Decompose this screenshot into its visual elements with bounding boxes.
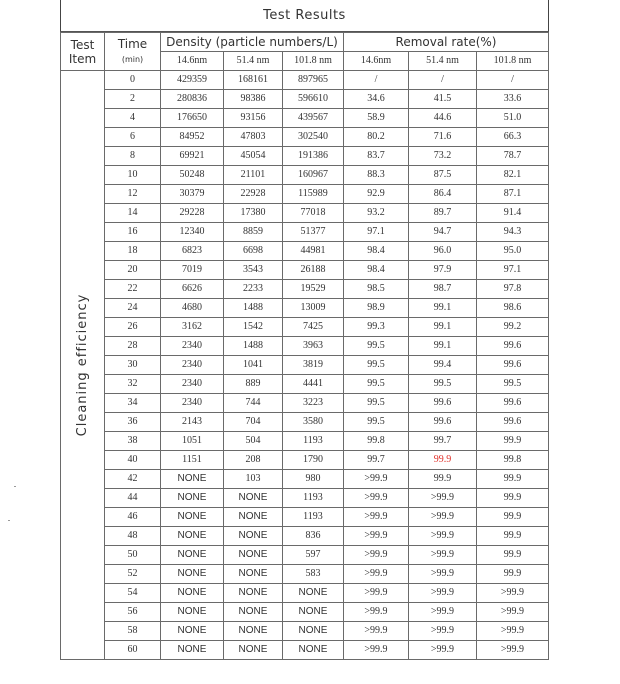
density-14-6-cell: 6626 <box>161 280 224 299</box>
time-cell: 56 <box>105 603 161 622</box>
removal-size-header: 14.6nm <box>344 52 409 71</box>
time-cell: 10 <box>105 166 161 185</box>
table-row <box>61 166 549 185</box>
table-row <box>61 394 549 413</box>
density-14-6-cell: 12340 <box>161 223 224 242</box>
removal-51-4-cell: >99.9 <box>409 622 477 641</box>
time-cell: 28 <box>105 337 161 356</box>
table-row <box>61 147 549 166</box>
density-101-8-cell: 3963 <box>283 337 344 356</box>
density-14-6-cell: NONE <box>161 584 224 603</box>
density-101-8-cell: NONE <box>283 603 344 622</box>
density-51-4-cell: NONE <box>224 584 283 603</box>
removal-101-8-cell: 33.6 <box>477 90 549 109</box>
table-title: Test Results <box>60 0 549 32</box>
removal-14-6-cell: 83.7 <box>344 147 409 166</box>
removal-14-6-cell: >99.9 <box>344 641 409 660</box>
removal-101-8-cell: 82.1 <box>477 166 549 185</box>
density-51-4-cell: 1041 <box>224 356 283 375</box>
time-cell: 24 <box>105 299 161 318</box>
scan-speck <box>14 486 16 487</box>
removal-51-4-cell: >99.9 <box>409 603 477 622</box>
removal-101-8-cell: / <box>477 71 549 90</box>
time-cell: 8 <box>105 147 161 166</box>
table-row <box>61 489 549 508</box>
density-51-4-cell: 2233 <box>224 280 283 299</box>
density-51-4-cell: 8859 <box>224 223 283 242</box>
removal-101-8-cell: 97.8 <box>477 280 549 299</box>
table-row <box>61 584 549 603</box>
time-cell: 2 <box>105 90 161 109</box>
removal-14-6-cell: 88.3 <box>344 166 409 185</box>
density-101-8-cell: 1193 <box>283 489 344 508</box>
time-cell: 34 <box>105 394 161 413</box>
density-51-4-cell: 744 <box>224 394 283 413</box>
removal-51-4-cell: 99.5 <box>409 375 477 394</box>
density-14-6-cell: NONE <box>161 622 224 641</box>
table-row <box>61 90 549 109</box>
removal-51-4-cell: 99.1 <box>409 318 477 337</box>
table-row <box>61 565 549 584</box>
removal-14-6-cell: 99.5 <box>344 356 409 375</box>
removal-51-4-cell: 99.1 <box>409 337 477 356</box>
removal-101-8-cell: 99.6 <box>477 356 549 375</box>
removal-14-6-cell: 93.2 <box>344 204 409 223</box>
removal-14-6-cell: 99.5 <box>344 394 409 413</box>
removal-14-6-cell: >99.9 <box>344 470 409 489</box>
removal-14-6-cell: >99.9 <box>344 603 409 622</box>
table-row <box>61 280 549 299</box>
density-101-8-cell: 115989 <box>283 185 344 204</box>
removal-51-4-cell: 99.1 <box>409 299 477 318</box>
density-101-8-cell: 44981 <box>283 242 344 261</box>
density-51-4-cell: 168161 <box>224 71 283 90</box>
density-101-8-cell: 836 <box>283 527 344 546</box>
table-row <box>61 546 549 565</box>
density-51-4-cell: 1542 <box>224 318 283 337</box>
removal-101-8-cell: 94.3 <box>477 223 549 242</box>
removal-51-4-cell: >99.9 <box>409 641 477 660</box>
removal-51-4-cell: 87.5 <box>409 166 477 185</box>
results-table <box>60 32 549 660</box>
time-cell: 16 <box>105 223 161 242</box>
density-101-8-cell: 439567 <box>283 109 344 128</box>
density-14-6-cell: 4680 <box>161 299 224 318</box>
density-14-6-cell: NONE <box>161 565 224 584</box>
table-row <box>61 432 549 451</box>
density-101-8-cell: NONE <box>283 641 344 660</box>
time-cell: 50 <box>105 546 161 565</box>
density-51-4-cell: 704 <box>224 413 283 432</box>
removal-51-4-cell: 99.6 <box>409 394 477 413</box>
time-cell: 42 <box>105 470 161 489</box>
removal-101-8-cell: >99.9 <box>477 641 549 660</box>
density-101-8-cell: 7425 <box>283 318 344 337</box>
removal-14-6-cell: 97.1 <box>344 223 409 242</box>
density-51-4-cell: NONE <box>224 508 283 527</box>
results-body <box>61 33 549 660</box>
table-row <box>61 603 549 622</box>
removal-51-4-cell: >99.9 <box>409 489 477 508</box>
side-label: Cleaning efficiency <box>74 293 90 437</box>
time-cell: 46 <box>105 508 161 527</box>
side-label-cell <box>61 71 105 660</box>
removal-14-6-cell: 98.4 <box>344 242 409 261</box>
density-14-6-cell: 2340 <box>161 394 224 413</box>
removal-101-8-cell: 98.6 <box>477 299 549 318</box>
time-cell: 4 <box>105 109 161 128</box>
density-101-8-cell: 13009 <box>283 299 344 318</box>
time-cell: 32 <box>105 375 161 394</box>
density-51-4-cell: NONE <box>224 603 283 622</box>
density-14-6-cell: 30379 <box>161 185 224 204</box>
removal-101-8-cell: >99.9 <box>477 622 549 641</box>
time-cell: 18 <box>105 242 161 261</box>
density-14-6-cell: NONE <box>161 508 224 527</box>
test-item-header <box>61 33 105 71</box>
removal-group-header: Removal rate(%) <box>344 33 549 52</box>
density-14-6-cell: 280836 <box>161 90 224 109</box>
density-101-8-cell: 77018 <box>283 204 344 223</box>
table-row <box>61 318 549 337</box>
removal-14-6-cell: 99.5 <box>344 337 409 356</box>
time-cell: 22 <box>105 280 161 299</box>
removal-51-4-cell: 41.5 <box>409 90 477 109</box>
removal-14-6-cell: 92.9 <box>344 185 409 204</box>
removal-14-6-cell: >99.9 <box>344 584 409 603</box>
table-row <box>61 223 549 242</box>
table-row <box>61 109 549 128</box>
removal-14-6-cell: >99.9 <box>344 508 409 527</box>
density-14-6-cell: NONE <box>161 603 224 622</box>
density-51-4-cell: 47803 <box>224 128 283 147</box>
removal-14-6-cell: >99.9 <box>344 565 409 584</box>
table-row <box>61 375 549 394</box>
removal-101-8-cell: 99.5 <box>477 375 549 394</box>
density-14-6-cell: NONE <box>161 546 224 565</box>
removal-101-8-cell: 99.9 <box>477 565 549 584</box>
removal-101-8-cell: 66.3 <box>477 128 549 147</box>
density-51-4-cell: NONE <box>224 527 283 546</box>
density-51-4-cell: 17380 <box>224 204 283 223</box>
time-label: Time <box>117 36 148 51</box>
density-14-6-cell: 69921 <box>161 147 224 166</box>
density-size-header: 101.8 nm <box>283 52 344 71</box>
density-101-8-cell: 19529 <box>283 280 344 299</box>
test-item-line-1: Test <box>70 37 95 52</box>
results-sheet <box>60 0 549 676</box>
density-101-8-cell: 26188 <box>283 261 344 280</box>
removal-101-8-cell: >99.9 <box>477 584 549 603</box>
removal-14-6-cell: >99.9 <box>344 527 409 546</box>
density-14-6-cell: 176650 <box>161 109 224 128</box>
density-51-4-cell: 98386 <box>224 90 283 109</box>
table-row <box>61 185 549 204</box>
removal-101-8-cell: >99.9 <box>477 603 549 622</box>
density-101-8-cell: 160967 <box>283 166 344 185</box>
density-14-6-cell: NONE <box>161 527 224 546</box>
density-group-header: Density (particle numbers/L) <box>161 33 344 52</box>
density-14-6-cell: 7019 <box>161 261 224 280</box>
table-row <box>61 641 549 660</box>
removal-101-8-cell: 78.7 <box>477 147 549 166</box>
density-101-8-cell: 1193 <box>283 432 344 451</box>
time-cell: 26 <box>105 318 161 337</box>
removal-101-8-cell: 99.6 <box>477 394 549 413</box>
density-51-4-cell: 93156 <box>224 109 283 128</box>
table-row <box>61 261 549 280</box>
density-51-4-cell: NONE <box>224 489 283 508</box>
table-row <box>61 470 549 489</box>
removal-14-6-cell: 34.6 <box>344 90 409 109</box>
removal-14-6-cell: 98.9 <box>344 299 409 318</box>
density-14-6-cell: 6823 <box>161 242 224 261</box>
table-row <box>61 413 549 432</box>
density-51-4-cell: 22928 <box>224 185 283 204</box>
density-51-4-cell: 6698 <box>224 242 283 261</box>
removal-51-4-cell: 99.4 <box>409 356 477 375</box>
removal-14-6-cell: >99.9 <box>344 622 409 641</box>
density-101-8-cell: 191386 <box>283 147 344 166</box>
density-101-8-cell: 51377 <box>283 223 344 242</box>
density-14-6-cell: 50248 <box>161 166 224 185</box>
removal-51-4-cell: 97.9 <box>409 261 477 280</box>
density-14-6-cell: 3162 <box>161 318 224 337</box>
density-51-4-cell: NONE <box>224 622 283 641</box>
time-cell: 14 <box>105 204 161 223</box>
density-14-6-cell: 2340 <box>161 375 224 394</box>
density-101-8-cell: 596610 <box>283 90 344 109</box>
density-51-4-cell: 1488 <box>224 337 283 356</box>
test-item-line-2: Item <box>68 51 97 66</box>
removal-101-8-cell: 99.9 <box>477 527 549 546</box>
time-cell: 0 <box>105 71 161 90</box>
removal-101-8-cell: 99.6 <box>477 337 549 356</box>
table-row <box>61 242 549 261</box>
density-101-8-cell: 583 <box>283 565 344 584</box>
removal-51-4-cell: 99.7 <box>409 432 477 451</box>
time-cell: 12 <box>105 185 161 204</box>
removal-101-8-cell: 99.9 <box>477 508 549 527</box>
table-row <box>61 71 549 90</box>
removal-51-4-cell: >99.9 <box>409 584 477 603</box>
density-101-8-cell: 597 <box>283 546 344 565</box>
time-cell: 40 <box>105 451 161 470</box>
density-14-6-cell: NONE <box>161 470 224 489</box>
removal-51-4-cell: >99.9 <box>409 546 477 565</box>
density-101-8-cell: 3223 <box>283 394 344 413</box>
density-101-8-cell: 302540 <box>283 128 344 147</box>
density-14-6-cell: 84952 <box>161 128 224 147</box>
density-101-8-cell: 3819 <box>283 356 344 375</box>
removal-14-6-cell: >99.9 <box>344 489 409 508</box>
density-51-4-cell: 21101 <box>224 166 283 185</box>
removal-14-6-cell: 80.2 <box>344 128 409 147</box>
table-row <box>61 337 549 356</box>
removal-14-6-cell: / <box>344 71 409 90</box>
removal-51-4-cell: 96.0 <box>409 242 477 261</box>
removal-101-8-cell: 99.9 <box>477 489 549 508</box>
table-row <box>61 128 549 147</box>
time-cell: 38 <box>105 432 161 451</box>
removal-size-header: 101.8 nm <box>477 52 549 71</box>
removal-14-6-cell: >99.9 <box>344 546 409 565</box>
removal-101-8-cell: 97.1 <box>477 261 549 280</box>
removal-51-4-cell: 99.6 <box>409 413 477 432</box>
removal-51-4-cell: 99.9 <box>409 470 477 489</box>
removal-51-4-cell: >99.9 <box>409 508 477 527</box>
time-cell: 6 <box>105 128 161 147</box>
density-101-8-cell: 1790 <box>283 451 344 470</box>
removal-101-8-cell: 51.0 <box>477 109 549 128</box>
density-101-8-cell: NONE <box>283 622 344 641</box>
density-51-4-cell: 889 <box>224 375 283 394</box>
time-cell: 20 <box>105 261 161 280</box>
removal-101-8-cell: 95.0 <box>477 242 549 261</box>
removal-14-6-cell: 99.5 <box>344 375 409 394</box>
density-51-4-cell: 1488 <box>224 299 283 318</box>
removal-14-6-cell: 58.9 <box>344 109 409 128</box>
table-row <box>61 356 549 375</box>
density-51-4-cell: 208 <box>224 451 283 470</box>
density-14-6-cell: NONE <box>161 489 224 508</box>
removal-size-header: 51.4 nm <box>409 52 477 71</box>
removal-14-6-cell: 98.5 <box>344 280 409 299</box>
density-size-header: 14.6nm <box>161 52 224 71</box>
table-row <box>61 508 549 527</box>
density-51-4-cell: 504 <box>224 432 283 451</box>
time-cell: 44 <box>105 489 161 508</box>
density-101-8-cell: 4441 <box>283 375 344 394</box>
removal-101-8-cell: 99.9 <box>477 546 549 565</box>
removal-51-4-cell: 89.7 <box>409 204 477 223</box>
time-cell: 48 <box>105 527 161 546</box>
density-51-4-cell: NONE <box>224 641 283 660</box>
density-14-6-cell: 2143 <box>161 413 224 432</box>
density-14-6-cell: 1151 <box>161 451 224 470</box>
density-size-header: 51.4 nm <box>224 52 283 71</box>
removal-14-6-cell: 99.7 <box>344 451 409 470</box>
time-unit: (min) <box>121 54 144 64</box>
density-14-6-cell: 29228 <box>161 204 224 223</box>
removal-51-4-cell: 86.4 <box>409 185 477 204</box>
density-101-8-cell: NONE <box>283 584 344 603</box>
removal-14-6-cell: 99.3 <box>344 318 409 337</box>
removal-101-8-cell: 99.9 <box>477 470 549 489</box>
removal-51-4-cell: / <box>409 71 477 90</box>
removal-101-8-cell: 87.1 <box>477 185 549 204</box>
removal-101-8-cell: 99.8 <box>477 451 549 470</box>
density-14-6-cell: 429359 <box>161 71 224 90</box>
density-101-8-cell: 897965 <box>283 71 344 90</box>
time-header <box>105 33 161 71</box>
density-51-4-cell: NONE <box>224 565 283 584</box>
removal-51-4-cell: 98.7 <box>409 280 477 299</box>
table-row <box>61 622 549 641</box>
removal-51-4-cell: 94.7 <box>409 223 477 242</box>
time-cell: 58 <box>105 622 161 641</box>
density-101-8-cell: 980 <box>283 470 344 489</box>
removal-101-8-cell: 99.6 <box>477 413 549 432</box>
removal-51-4-cell: 73.2 <box>409 147 477 166</box>
table-row <box>61 299 549 318</box>
removal-14-6-cell: 99.8 <box>344 432 409 451</box>
table-row <box>61 451 549 470</box>
density-14-6-cell: 2340 <box>161 356 224 375</box>
removal-51-4-cell: >99.9 <box>409 527 477 546</box>
scan-speck <box>8 520 10 521</box>
removal-101-8-cell: 99.2 <box>477 318 549 337</box>
time-cell: 36 <box>105 413 161 432</box>
removal-51-4-cell: 99.9 <box>409 451 477 470</box>
header-row-groups <box>61 33 549 52</box>
removal-51-4-cell: >99.9 <box>409 565 477 584</box>
time-cell: 54 <box>105 584 161 603</box>
density-14-6-cell: 1051 <box>161 432 224 451</box>
density-101-8-cell: 1193 <box>283 508 344 527</box>
removal-101-8-cell: 99.9 <box>477 432 549 451</box>
removal-14-6-cell: 98.4 <box>344 261 409 280</box>
density-14-6-cell: 2340 <box>161 337 224 356</box>
density-14-6-cell: NONE <box>161 641 224 660</box>
density-51-4-cell: 3543 <box>224 261 283 280</box>
table-row <box>61 204 549 223</box>
density-51-4-cell: 45054 <box>224 147 283 166</box>
density-51-4-cell: NONE <box>224 546 283 565</box>
removal-51-4-cell: 44.6 <box>409 109 477 128</box>
removal-51-4-cell: 71.6 <box>409 128 477 147</box>
time-cell: 52 <box>105 565 161 584</box>
table-row <box>61 527 549 546</box>
density-101-8-cell: 3580 <box>283 413 344 432</box>
removal-14-6-cell: 99.5 <box>344 413 409 432</box>
removal-101-8-cell: 91.4 <box>477 204 549 223</box>
density-51-4-cell: 103 <box>224 470 283 489</box>
time-cell: 30 <box>105 356 161 375</box>
time-cell: 60 <box>105 641 161 660</box>
